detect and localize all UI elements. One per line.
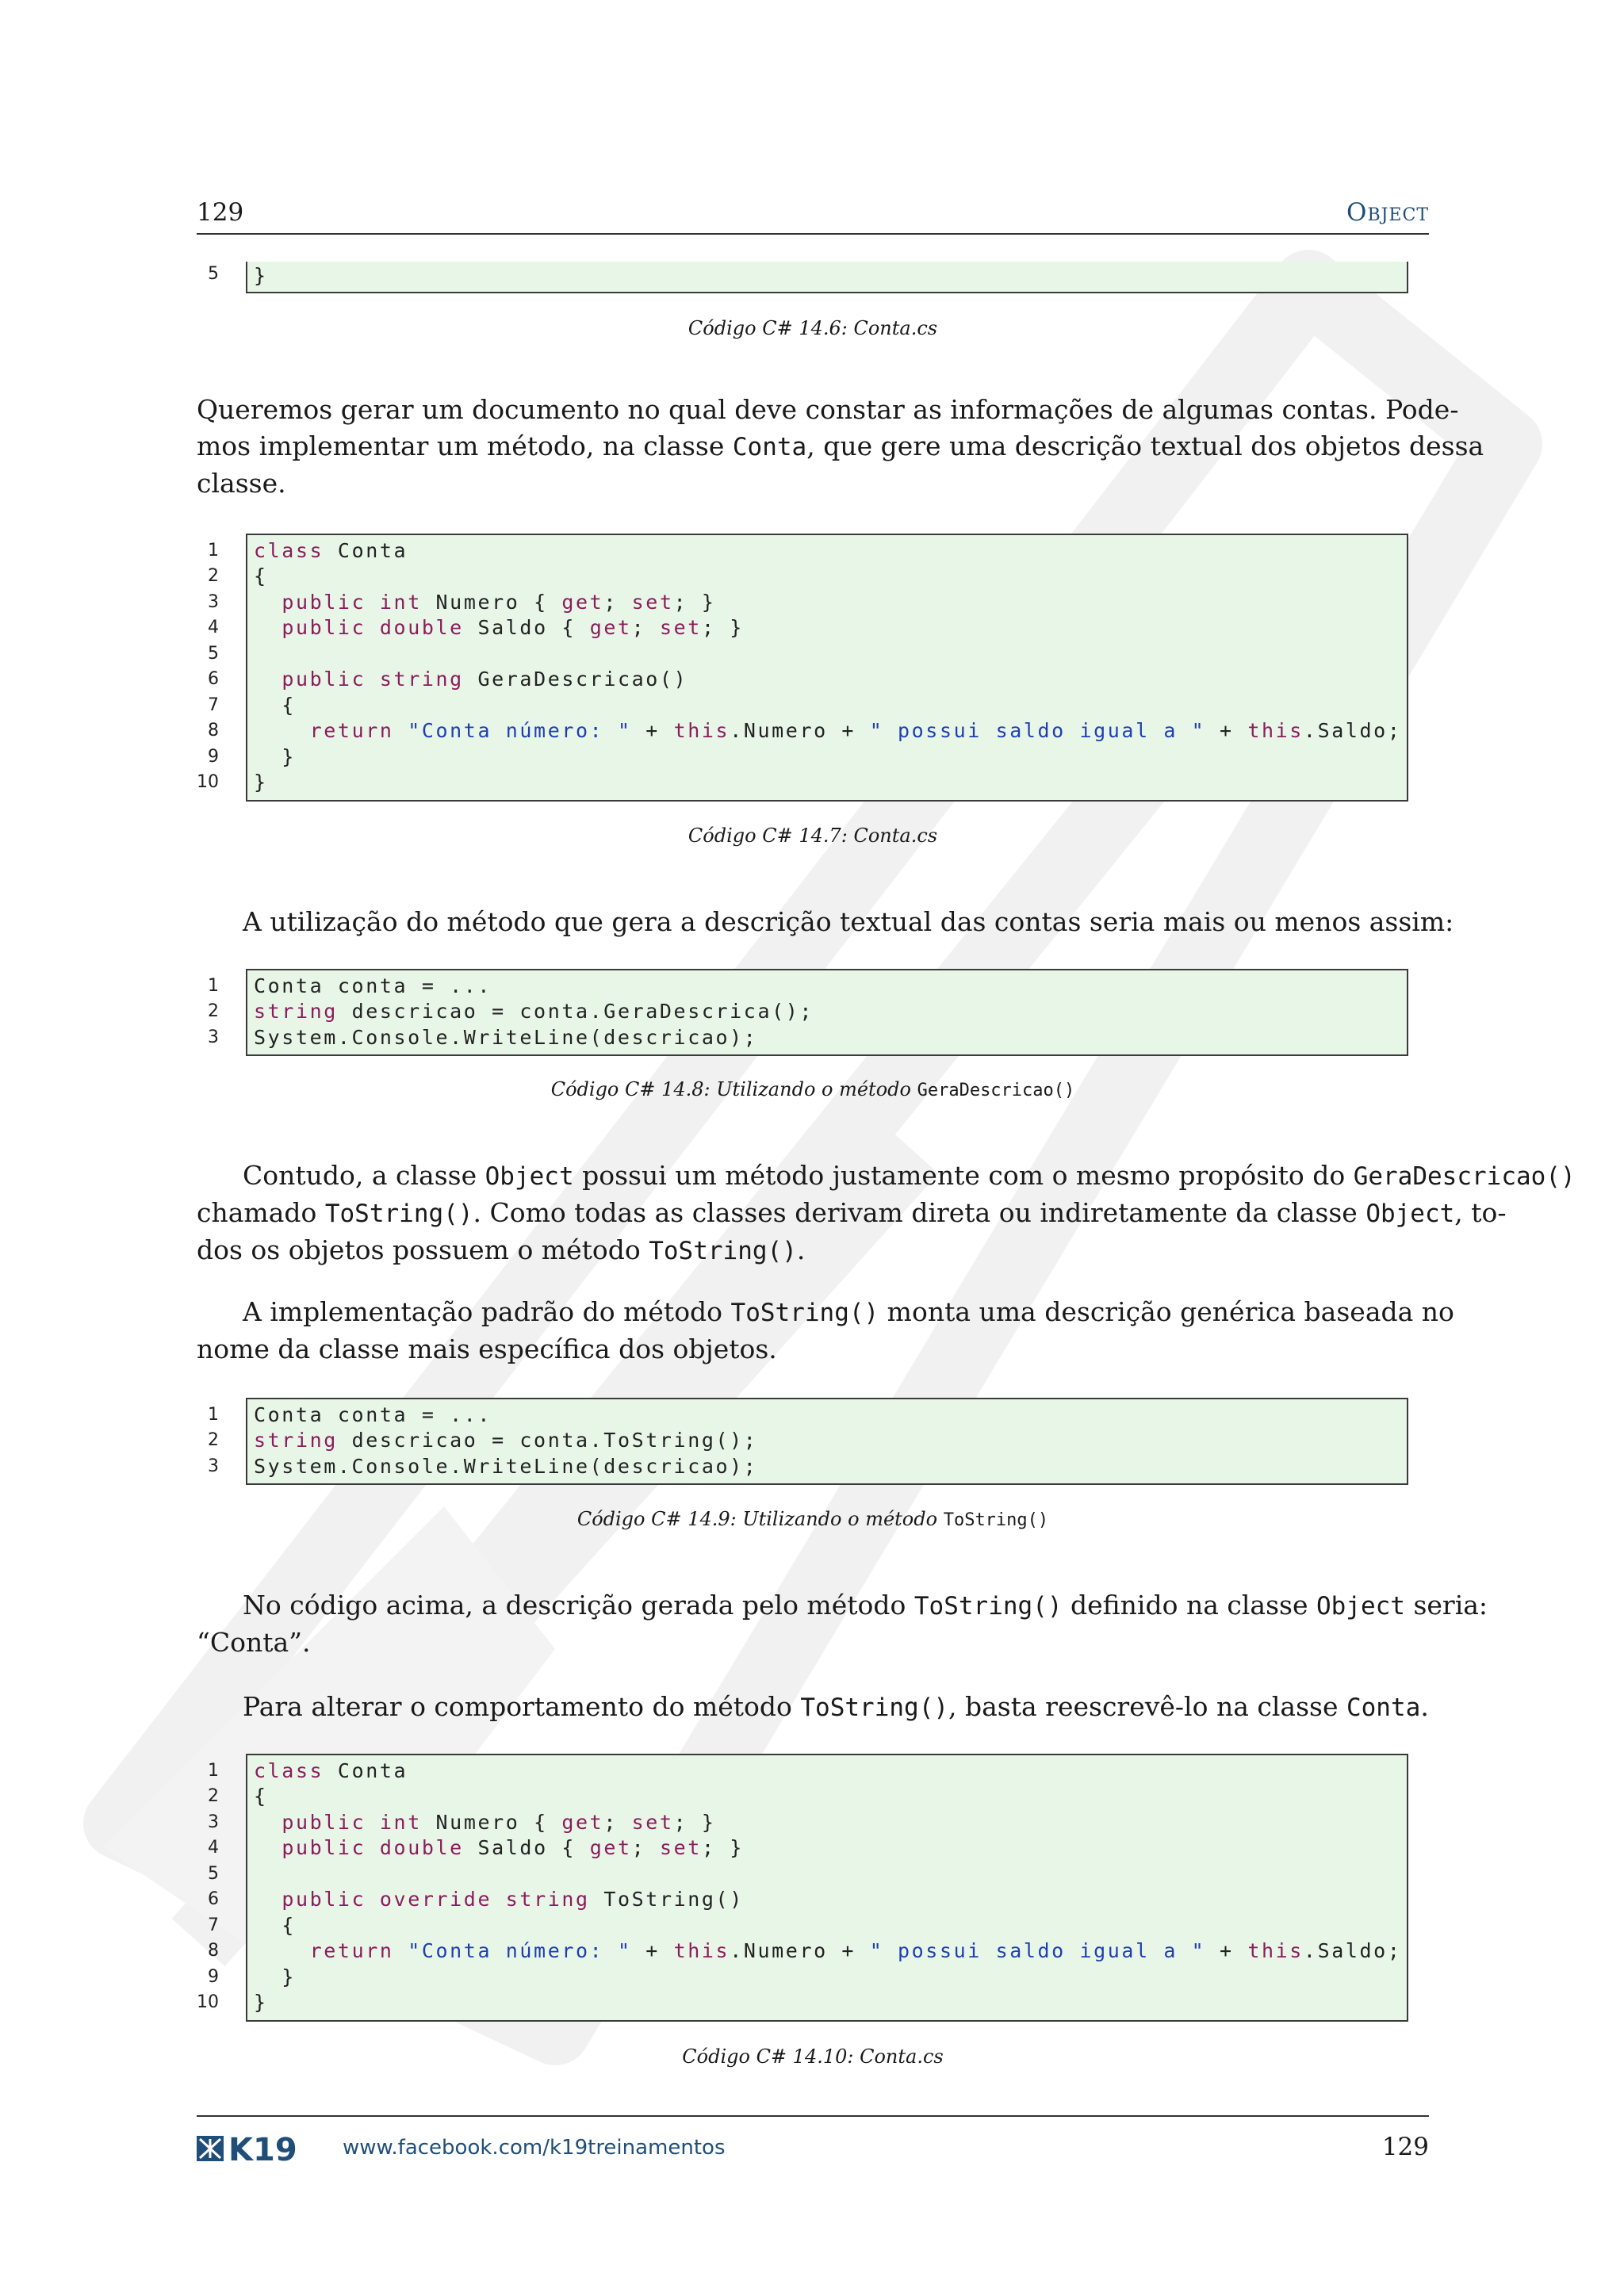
text-line: Para alterar o comportamento do método ToString(), basta reescrevê-lo na classe Conta. <box>243 1691 1429 1722</box>
code-line: string descricao = conta.GeraDescrica(); <box>254 1000 814 1023</box>
code-line: Conta conta = ... <box>254 974 492 997</box>
code-line: Conta conta = ... <box>254 1403 492 1426</box>
code-line: class Conta <box>254 1759 408 1782</box>
text-line: No código acima, a descrição gerada pelo método ToString() definido na classe Object seria: <box>243 1590 1488 1621</box>
code-line: public double Saldo { get; set; } <box>282 616 744 639</box>
code-line: } <box>254 1991 268 2014</box>
code-caption: Código C# 14.6: Conta.cs <box>688 317 938 339</box>
line-number: 5 <box>208 264 219 284</box>
code-line: { <box>254 1914 296 1937</box>
paragraph <box>197 1689 1429 1726</box>
text-line: nome da classe mais específica dos objetos. <box>197 1334 777 1364</box>
code-line: System.Console.WriteLine(descricao); <box>254 1026 758 1049</box>
text-line: Queremos gerar um documento no qual deve constar as informações de algumas contas. Pode- <box>197 394 1459 425</box>
code-line: string descricao = conta.ToString(); <box>254 1429 758 1452</box>
code-line: public double Saldo { get; set; } <box>282 1836 744 1859</box>
code-block <box>246 969 1408 1056</box>
footer-page-number: 129 <box>1381 2133 1429 2161</box>
code-line: public int Numero { get; set; } <box>282 591 716 614</box>
text-line: A implementação padrão do método ToString() monta uma descrição genérica baseada no <box>243 1296 1454 1327</box>
code-line: } <box>254 1965 296 1988</box>
code-line: public string GeraDescricao() <box>282 668 688 691</box>
svg-text:K19: K19 <box>228 2133 297 2164</box>
code-line: public int Numero { get; set; } <box>282 1811 716 1834</box>
code-block <box>246 534 1408 802</box>
code-line: } <box>254 745 296 768</box>
paragraph <box>197 1158 1576 1269</box>
k19-logo <box>197 2133 320 2164</box>
code-caption: Código C# 14.9: Utilizando o método ToString() <box>576 1508 1049 1530</box>
code-caption: Código C# 14.7: Conta.cs <box>688 825 938 847</box>
code-line: return "Conta número: " + this.Numero + " possui saldo igual a " + this.Saldo; <box>309 1939 1402 1962</box>
code-block <box>246 1398 1408 1485</box>
code-line: class Conta <box>254 539 408 562</box>
page-header <box>197 198 1429 235</box>
paragraph <box>197 1294 1454 1368</box>
paragraph <box>197 392 1484 502</box>
text-line: dos os objetos possuem o método ToString(). <box>197 1234 806 1265</box>
code-line: { <box>254 694 296 717</box>
code-line: { <box>254 564 268 587</box>
code-line: System.Console.WriteLine(descricao); <box>254 1455 758 1478</box>
facebook-link[interactable]: www.facebook.com/k19treinamentos <box>343 2136 726 2160</box>
code-line: } <box>254 264 268 287</box>
paragraph <box>197 1587 1488 1661</box>
paragraph <box>197 904 1454 940</box>
code-caption: Código C# 14.8: Utilizando o método GeraDescricao() <box>550 1078 1075 1100</box>
code-line: { <box>254 1785 268 1808</box>
text-line: “Conta”. <box>197 1627 311 1658</box>
inline-code: Conta <box>732 433 807 461</box>
code-block <box>246 1754 1408 2022</box>
text-line: chamado ToString(). Como todas as classes derivam direta ou indiretamente da classe Object, to- <box>197 1197 1507 1228</box>
code-block-end <box>246 262 1408 293</box>
code-line: return "Conta número: " + this.Numero + " possui saldo igual a " + this.Saldo; <box>309 719 1402 742</box>
text-line: A utilização do método que gera a descrição textual das contas seria mais ou menos assim: <box>243 906 1454 937</box>
chapter-title: Object <box>1346 198 1429 227</box>
text-line: classe. <box>197 468 286 499</box>
page-footer <box>197 2115 1429 2180</box>
code-line: } <box>254 771 268 794</box>
text-line: mos implementar um método, na classe Conta, que gere uma descrição textual dos objetos dessa <box>197 430 1484 461</box>
code-caption: Código C# 14.10: Conta.cs <box>682 2045 944 2068</box>
code-line: public override string ToString() <box>282 1888 744 1911</box>
text-line: Contudo, a classe Object possui um método justamente com o mesmo propósito do GeraDescricao() <box>243 1160 1576 1191</box>
header-page-number: 129 <box>197 198 244 227</box>
